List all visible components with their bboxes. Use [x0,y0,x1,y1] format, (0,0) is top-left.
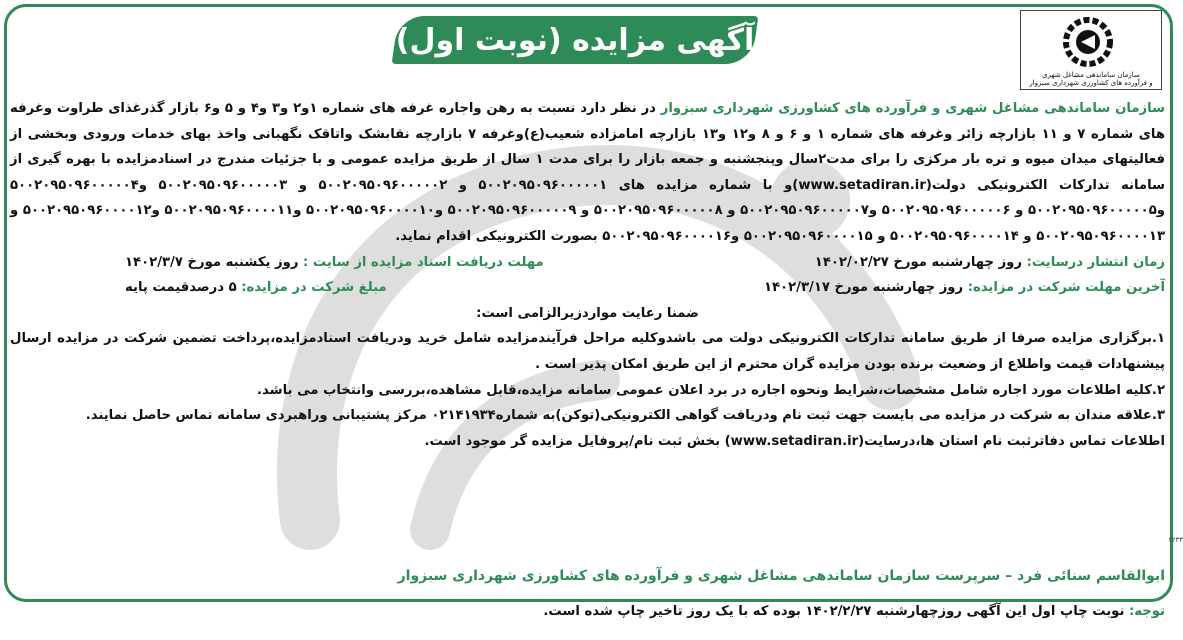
notes-heading: ضمنا رعایت مواردزیرالزامی است: [476,305,699,321]
logo-caption-line1: سازمان ساماندهی مشاغل شهری [1042,71,1140,79]
receive-deadline [125,250,544,276]
intro-organization: سازمان ساماندهی مشاغل شهری و فرآورده های کشاورزی شهرداری سبزوار [660,101,1166,116]
ad-body [10,96,1165,454]
note-text: نوبت چاپ اول این آگهی روزچهارشنبه ۱۴۰۲/۲/۲۷ بوده که با یک روز تاخیر چاپ شده است. [543,604,1129,619]
intro-text: در نظر دارد نسبت به رهن واجاره غرفه های شماره ۱و۲ و۳ و۴ و ۵ و۶ بازار گذرغذای طراوت وغرفه های شماره ۷ و ۱۱ بازارچه زائر وغرفه های شماره ۱ و ۶ و ۸ و۱۲ و۱۳ بازارچه امامزاده شعیب(ع)وغرفه ۷ بازارچه نقابشک واتاقک نگهبانی واخذ بهای خدمات ورودی وبخشی از فعالیتهای میدان میوه و تره بار مرکزی را برای مدت۲سال وپنجشنبه و جمعه بازار را برای مدت ۱ سال از طریق مزایده عمومی و با جزئیات مندرج در اسنادمزایده با بهره گیری از سامانه تدارکات الکترونیکی دولت(www.setadiran.ir)و با شماره مزایده های ۵۰۰۲۰۹۵۰۹۶۰۰۰۰۰۱ و ۵۰۰۲۰۹۵۰۹۶۰۰۰۰۰۲ و ۵۰۰۲۰۹۵۰۹۶۰۰۰۰۰۳ و۵۰۰۲۰۹۵۰۹۶۰۰۰۰۰۴ و۵۰۰۲۰۹۵۰۹۶۰۰۰۰۰۵ و ۵۰۰۲۰۹۵۰۹۶۰۰۰۰۰۶ و۵۰۰۲۰۹۵۰۹۶۰۰۰۰۰۷ و ۵۰۰۲۰۹۵۰۹۶۰۰۰۰۰۸ و ۵۰۰۲۰۹۵۰۹۶۰۰۰۰۰۹ و۵۰۰۲۰۹۵۰۹۶۰۰۰۰۱۰ و۵۰۰۲۰۹۵۰۹۶۰۰۰۰۱۱ و۵۰۰۲۰۹۵۰۹۶۰۰۰۰۱۲ و ۵۰۰۲۰۹۵۰۹۶۰۰۰۰۱۳ و ۵۰۰۲۰۹۵۰۹۶۰۰۰۰۱۴ و ۵۰۰۲۰۹۵۰۹۶۰۰۰۰۱۵ و۵۰۰۲۰۹۵۰۹۶۰۰۰۰۱۶ بصورت الکترونیکی اقدام نماید. [10,101,1166,244]
dates-row-2 [125,275,1165,301]
print-note [5,604,1165,619]
dates-row-1 [125,250,1165,276]
receive-value: روز یکشنبه مورخ ۱۴۰۲/۳/۷ [125,254,304,270]
title-banner [395,10,755,68]
signature-line: ابوالقاسم سنائی فرد – سرپرست سازمان ساماندهی مشاغل شهری و فرآورده های کشاورزی شهرداری سبزوار [397,568,1165,584]
deadline-value: روز چهارشنبه مورخ ۱۴۰۲/۳/۱۷ [763,280,968,296]
publish-value: روز چهارشنبه مورخ ۱۴۰۲/۰۲/۲۷ [814,254,1027,270]
side-code: ۱۲۳۴ [1168,536,1183,544]
contact-info: اطلاعات تماس دفاترثبت نام استان ها،درسایت(www.setadiran.ir) بخش ثبت نام/پروفایل مزایده گر موجود است. [424,433,1165,449]
participation-deadline [764,275,1165,301]
note-label: توجه: [1129,604,1165,619]
gear-emblem-icon [1061,15,1115,69]
deadline-label: آخرین مهلت شرکت در مزایده: [967,280,1165,296]
intro-paragraph [10,96,1165,250]
fee-value: ۵ درصدقیمت پایه [125,280,242,296]
publish-date [815,250,1165,276]
fee-label: مبلغ شرکت در مزایده: [241,280,387,296]
note-item-3: ۳.علاقه مندان به شرکت در مزایده می بایست جهت ثبت نام ودریافت گواهی الکترونیکی(توکن)به شماره۰۲۱۴۱۹۳۴ مرکز پشتیبانی وراهبردی سامانه تماس حاصل نمایند. [85,408,1165,424]
logo-caption [1023,71,1159,87]
participation-fee [125,275,387,301]
note-item-2: ۲.کلیه اطلاعات مورد اجاره شامل مشخصات،شرایط ونحوه اجاره در برد اعلان عمومی سامانه مزایده،قابل مشاهده،بررسی وانتخاب می باشد. [256,382,1165,398]
ad-title: آگهی مزایده (نوبت اول) [395,22,755,58]
publish-label: زمان انتشار درسایت: [1026,254,1165,270]
logo-caption-line2: و فرآورده های کشاورزی شهرداری سبزوار [1029,79,1153,87]
note-item-1: ۱.برگزاری مزایده صرفا از طریق سامانه تدارکات الکترونیکی دولت می باشدوکلیه مراحل فرآیندمزایده شامل خرید ودریافت اسنادمزایده،پرداخت تضمین شرکت در مزایده ارسال پیشنهادات قیمت واطلاع از وضعیت برنده بودن مزایده گران محترم از این طریق امکان پذیر است . [10,331,1165,372]
receive-label: مهلت دریافت اسناد مزایده از سایت : [303,254,544,270]
organization-logo [1020,10,1162,90]
